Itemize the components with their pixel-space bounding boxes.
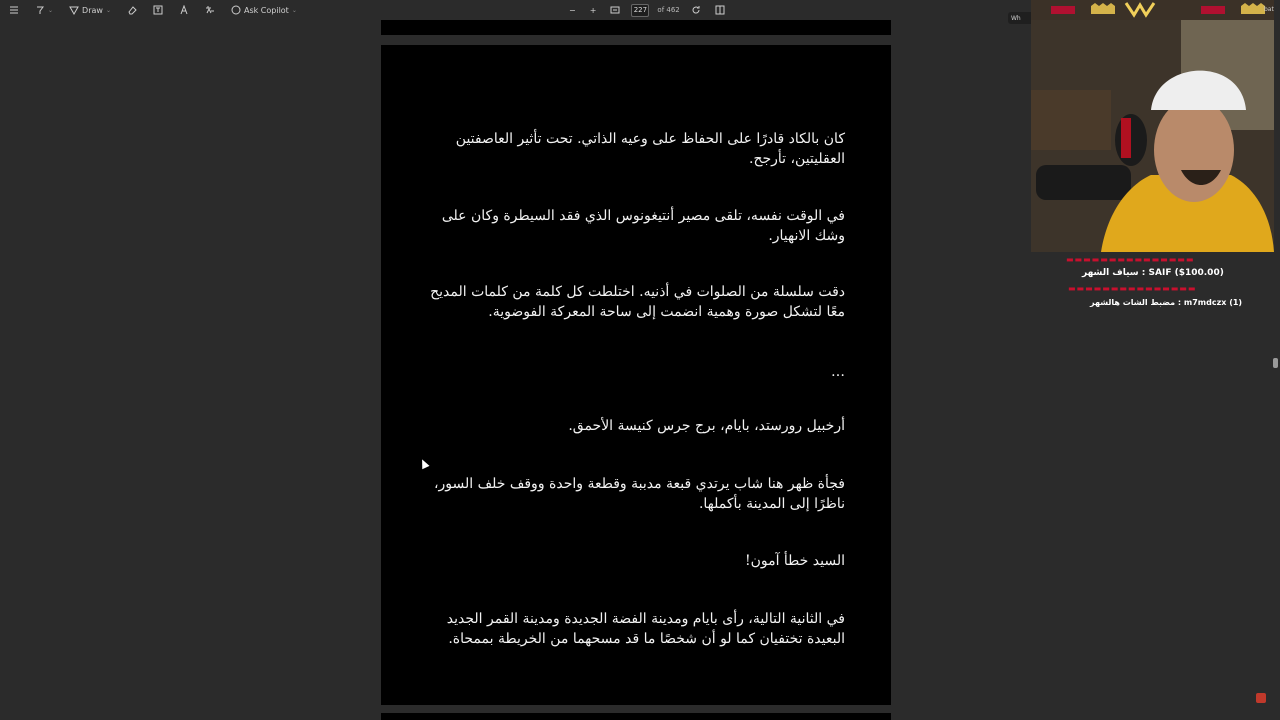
toolbar-center-group <box>566 0 728 20</box>
translate-button[interactable] <box>202 2 218 18</box>
paragraph: السيد خطأ آمون! <box>744 553 845 569</box>
paragraph: في الوقت نفسه، تلقى مصير أنتيغونوس الذي فقد السيطرة وكان على وشك الانهيار. <box>441 208 845 244</box>
overlay-red-line: ▬▬▬▬▬▬▬▬▬▬▬▬▬▬▬ <box>1066 255 1195 264</box>
ask-copilot-label: Ask Copilot <box>243 5 289 15</box>
fit-page-icon <box>610 5 620 15</box>
paragraph: أرخبيل رورستد، بايام، برج جرس كنيسة الأحمق. <box>568 418 845 434</box>
chevron-down-icon: ⌄ <box>291 6 297 14</box>
text-box-button[interactable] <box>150 2 166 18</box>
zoom-in-button[interactable] <box>587 2 600 18</box>
paragraph: دقت سلسلة من الصلوات في أذنيه. اختلطت كل كلمة من كلمات المديح معًا لتشكل صورة وهمية انضمت إلى ساحة المعركة الفوضوية. <box>430 284 845 320</box>
read-aloud-icon <box>179 5 189 15</box>
total-pages-label: of 462 <box>657 6 680 14</box>
overlay-red-line: ▬▬▬▬▬▬▬▬▬▬▬▬▬▬▬ <box>1068 284 1197 293</box>
streamer-webcam-image <box>1031 0 1274 252</box>
copilot-icon <box>231 5 241 15</box>
stream-banner <box>1031 0 1274 20</box>
chevron-down-icon: ⌄ <box>48 6 54 14</box>
page-view-button[interactable] <box>712 2 728 18</box>
previous-page <box>381 20 891 35</box>
draw-label: Draw <box>82 5 103 15</box>
page-number-input[interactable]: 227 <box>631 4 649 17</box>
ask-copilot-button[interactable] <box>228 2 300 18</box>
side-panel-tab[interactable] <box>1008 12 1032 24</box>
paragraph: في الثانية التالية، رأى بايام ومدينة الفضة الجديدة ومدينة القمر الجديد البعيدة تختفيان كما لو أن شخصًا ما قد مسحهما من الخريطة بممحاة. <box>446 611 845 647</box>
read-aloud-button[interactable] <box>176 2 192 18</box>
rotate-button[interactable] <box>688 2 704 18</box>
list-icon <box>9 5 19 15</box>
webcam-overlay <box>1031 0 1274 252</box>
zoom-out-button[interactable] <box>566 2 579 18</box>
paragraph: فجأة ظهر هنا شاب يرتدي قبعة مدببة وقطعة واحدة ووقف خلف السور، ناظرًا إلى المدينة بأكملها. <box>434 476 845 512</box>
side-tab-label: Wh <box>1011 14 1021 22</box>
crown-banner-icon <box>1031 0 1274 20</box>
erase-button[interactable] <box>124 2 140 18</box>
minus-icon: − <box>569 5 576 15</box>
overlay-top-supporter: سياف الشهر : SAIF ($100.00) <box>1082 268 1224 278</box>
scrollbar-thumb[interactable] <box>1273 358 1278 368</box>
overlay-chat-moderator: مضبط الشات هالشهر : m7mdczx (1) <box>1090 298 1243 307</box>
draw-button[interactable] <box>66 2 114 18</box>
chevron-down-icon: ⌄ <box>105 6 111 14</box>
draw-pen-icon <box>69 5 79 15</box>
next-page <box>381 713 891 720</box>
pdf-app-icon[interactable] <box>1256 693 1266 703</box>
highlighter-icon <box>35 5 45 15</box>
eraser-icon <box>127 5 137 15</box>
chat-label: bat <box>1264 6 1274 13</box>
current-page <box>381 45 891 705</box>
text-box-icon <box>153 5 163 15</box>
paragraph: كان بالكاد قادرًا على الحفاظ على وعيه الذاتي. تحت تأثير العاصفتين العقليتين، تأرجح. <box>455 131 845 167</box>
plus-icon: + <box>589 5 597 15</box>
rotate-icon <box>691 5 701 15</box>
fit-page-button[interactable] <box>607 2 623 18</box>
highlight-button[interactable] <box>32 2 56 18</box>
translate-icon <box>205 5 215 15</box>
contents-button[interactable] <box>6 2 22 18</box>
paragraph-ellipsis: … <box>831 364 845 380</box>
toolbar-left-group <box>6 0 300 20</box>
page-view-icon <box>715 5 725 15</box>
